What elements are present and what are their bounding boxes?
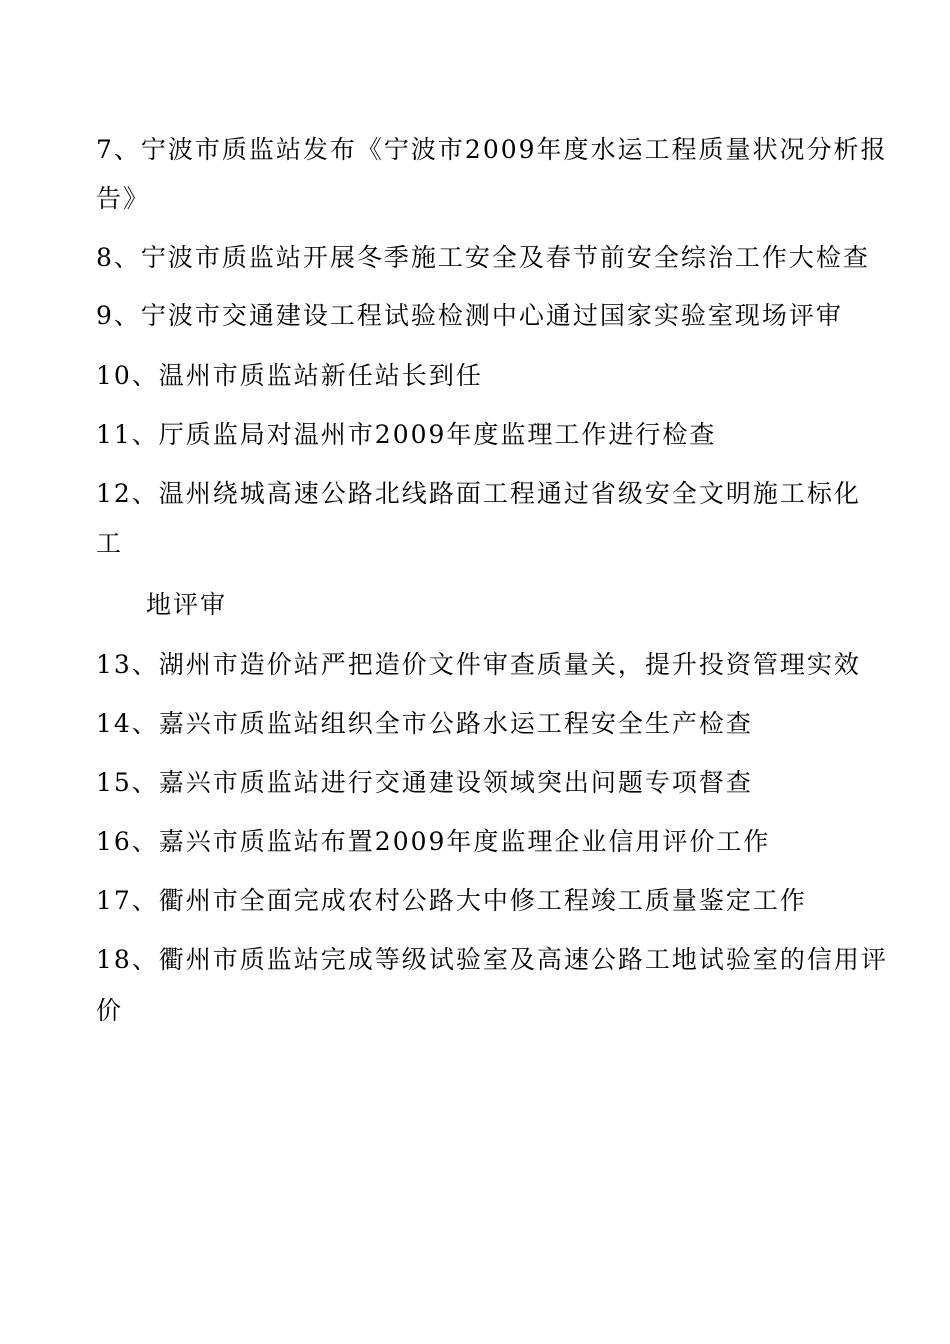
list-item-18-continued: 价 [96, 996, 124, 1025]
list-item-12-continued-indent: 地评审 [146, 590, 228, 619]
list-item-15: 15、嘉兴市质监站进行交通建设领域突出问题专项督查 [96, 768, 753, 797]
list-item-12: 12、温州绕城高速公路北线路面工程通过省级安全文明施工标化 [96, 479, 861, 508]
list-item-8: 8、宁波市质监站开展冬季施工安全及春节前安全综治工作大检查 [96, 243, 870, 272]
list-item-13: 13、湖州市造价站严把造价文件审查质量关，提升投资管理实效 [96, 650, 861, 679]
list-item-9: 9、宁波市交通建设工程试验检测中心通过国家实验室现场评审 [96, 301, 843, 330]
list-item-12-continued: 工 [96, 529, 124, 558]
list-item-14: 14、嘉兴市质监站组织全市公路水运工程安全生产检查 [96, 709, 753, 738]
list-item-10: 10、温州市质监站新任站长到任 [96, 361, 483, 390]
list-item-11: 11、厅质监局对温州市2009年度监理工作进行检查 [96, 420, 717, 449]
list-item-17: 17、衢州市全面完成农村公路大中修工程竣工质量鉴定工作 [96, 886, 807, 915]
list-item-7: 7、宁波市质监站发布《宁波市2009年度水运工程质量状况分析报 [96, 135, 888, 164]
list-item-16: 16、嘉兴市质监站布置2009年度监理企业信用评价工作 [96, 827, 771, 856]
list-item-7-continued: 告》 [96, 184, 151, 213]
list-item-18: 18、衢州市质监站完成等级试验室及高速公路工地试验室的信用评 [96, 945, 888, 974]
